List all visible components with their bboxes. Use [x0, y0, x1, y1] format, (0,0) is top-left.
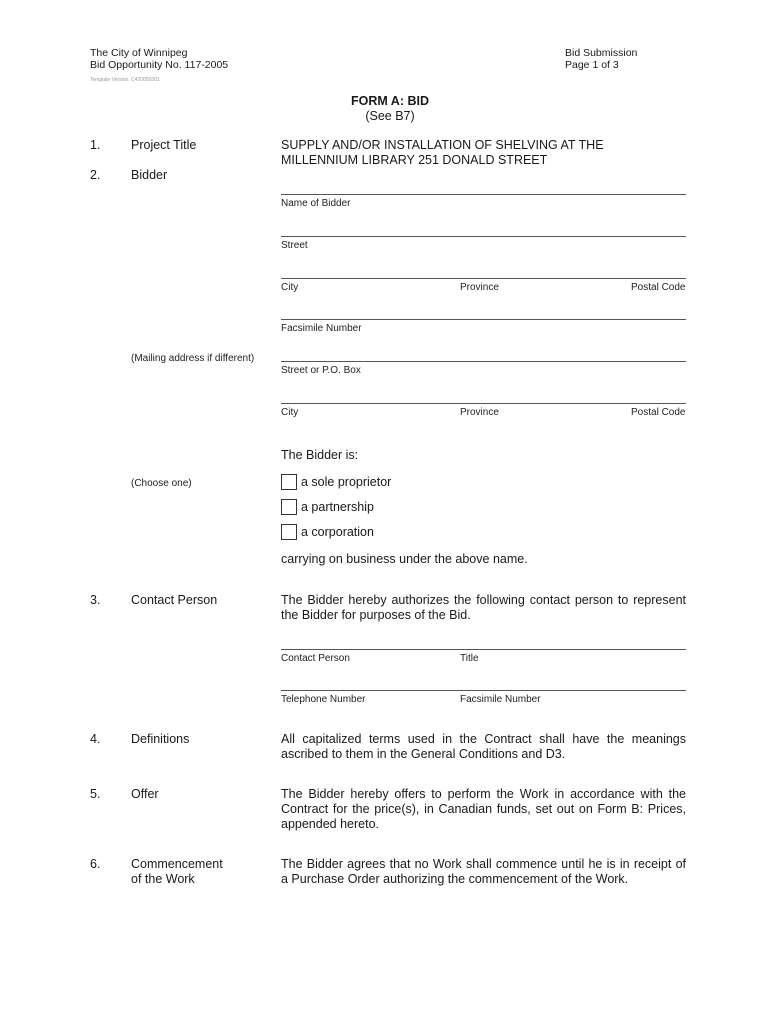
province-label: Province: [460, 282, 499, 293]
partnership-label: a partnership: [301, 500, 374, 514]
mailing-province-label: Province: [460, 407, 499, 418]
header-page-number: Page 1 of 3: [565, 59, 619, 71]
mailing-city-label: City: [281, 407, 299, 418]
bidder-name-label: Name of Bidder: [281, 198, 351, 209]
commencement-text: The Bidder agrees that no Work shall commence until he is in receipt of a Purchase Order authorizing the commencement of the Work.: [281, 857, 686, 886]
city-province-postal-line[interactable]: [281, 278, 686, 279]
section-1-label: Project Title: [131, 138, 197, 152]
project-title-line1: SUPPLY AND/OR INSTALLATION OF SHELVING AT THE: [281, 138, 604, 152]
section-6-label-line2: of the Work: [131, 872, 195, 886]
section-4-number: 4.: [90, 732, 101, 746]
header-bid-number: Bid Opportunity No. 117-2005: [90, 59, 229, 71]
postal-code-label: Postal Code: [631, 282, 686, 293]
header-city: The City of Winnipeg: [90, 47, 188, 59]
street-label: Street: [281, 240, 308, 251]
section-3-number: 3.: [90, 593, 101, 607]
project-title-line2: MILLENNIUM LIBRARY 251 DONALD STREET: [281, 153, 548, 167]
street-line[interactable]: [281, 236, 686, 237]
form-subtitle: (See B7): [365, 109, 415, 123]
partnership-checkbox[interactable]: [281, 499, 297, 515]
contact-title-field-label: Title: [460, 653, 479, 664]
section-6-number: 6.: [90, 857, 101, 871]
section-6-label-line1: Commencement: [131, 857, 223, 871]
bidder-is-label: The Bidder is:: [281, 448, 359, 462]
fax-label: Facsimile Number: [281, 323, 362, 334]
mailing-address-note: (Mailing address if different): [131, 353, 255, 364]
section-5-label: Offer: [131, 787, 159, 801]
section-5-number: 5.: [90, 787, 101, 801]
fax-line[interactable]: [281, 319, 686, 320]
header-bid-submission: Bid Submission: [565, 47, 638, 59]
section-2-label: Bidder: [131, 168, 168, 182]
choose-one-note: (Choose one): [131, 478, 192, 489]
mailing-city-line[interactable]: [281, 403, 686, 404]
corporation-label: a corporation: [301, 525, 374, 539]
mailing-street-label: Street or P.O. Box: [281, 365, 361, 376]
section-1-number: 1.: [90, 138, 101, 152]
contact-person-field-label: Contact Person: [281, 653, 350, 664]
telephone-field-label: Telephone Number: [281, 694, 366, 705]
form-title: FORM A: BID: [351, 94, 429, 108]
sole-proprietor-label: a sole proprietor: [301, 475, 392, 489]
bidder-name-line[interactable]: [281, 194, 686, 195]
mailing-street-line[interactable]: [281, 361, 686, 362]
city-label: City: [281, 282, 299, 293]
carrying-on-business-text: carrying on business under the above name.: [281, 552, 528, 566]
section-3-label: Contact Person: [131, 593, 218, 607]
mailing-postal-label: Postal Code: [631, 407, 686, 418]
offer-text: The Bidder hereby offers to perform the Work in accordance with the Contract for the price(s), in Canadian funds, set out on Form B: Prices, appended hereto.: [281, 787, 686, 831]
definitions-text: All capitalized terms used in the Contract shall have the meanings ascribed to them in the General Conditions and D3.: [281, 732, 686, 761]
contact-person-line[interactable]: [281, 649, 686, 650]
section-4-label: Definitions: [131, 732, 190, 746]
template-version: Template Version: C420050301: [90, 77, 160, 83]
contact-person-text: The Bidder hereby authorizes the following contact person to represent the Bidder for purposes of the Bid.: [281, 593, 686, 622]
corporation-checkbox[interactable]: [281, 524, 297, 540]
sole-proprietor-checkbox[interactable]: [281, 474, 297, 490]
contact-fax-field-label: Facsimile Number: [460, 694, 541, 705]
section-2-number: 2.: [90, 168, 101, 182]
contact-phone-fax-line[interactable]: [281, 690, 686, 691]
